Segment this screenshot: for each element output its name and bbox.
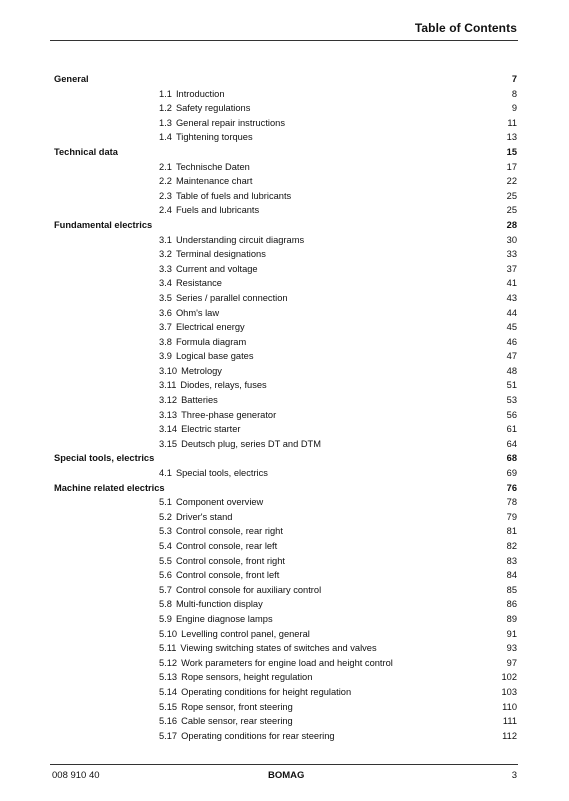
page-number: 102 [501,672,517,683]
section-number: 3.9 [159,351,172,362]
page-number: 76 [506,482,517,493]
page-number: 28 [506,219,517,230]
page-number: 81 [506,526,517,537]
section-title [159,101,250,116]
section-title [159,539,277,554]
page-title: Table of Contents [414,21,517,35]
section-label: Series / parallel connection [175,292,288,303]
toc-chapter-row[interactable] [54,218,517,233]
table-of-contents [54,72,517,743]
page-number: 37 [506,263,517,274]
section-label: Metrology [181,365,222,376]
section-label: Maintenance chart [175,176,253,187]
section-number: 3.13 [159,409,178,420]
page-number: 17 [506,161,517,172]
section-number: 2.3 [159,190,172,201]
page-number: 111 [502,716,517,727]
page-number: 103 [501,686,517,697]
page-number: 25 [506,205,517,216]
page-number: 45 [506,322,517,333]
toc-section-row[interactable] [54,87,517,102]
section-title [159,700,293,715]
toc-section-row[interactable] [54,203,517,218]
section-number: 5.5 [159,555,172,566]
page-number: 112 [502,730,517,741]
section-title [159,670,312,685]
section-label: Control console, rear right [175,526,283,537]
section-number: 3.3 [159,263,172,274]
section-label: Operating conditions for rear steering [181,730,335,741]
section-label: Introduction [175,88,225,99]
toc-section-row[interactable] [54,510,517,525]
section-number: 2.4 [159,205,172,216]
section-label: Component overview [175,497,264,508]
section-label: Cable sensor, rear steering [181,716,293,727]
toc-section-row[interactable] [54,276,517,291]
section-number: 5.16 [159,716,178,727]
section-label: Current and voltage [175,263,258,274]
toc-section-row[interactable] [54,247,517,262]
section-number: 5.8 [159,599,172,610]
section-label: Rope sensors, height regulation [181,672,313,683]
toc-section-row[interactable] [54,262,517,277]
section-label: Technische Daten [175,161,250,172]
section-number: 5.7 [159,584,172,595]
page-number: 11 [507,117,517,128]
section-title [159,174,252,189]
section-label: Control console, front left [175,570,280,581]
page-number: 86 [506,599,517,610]
page-number: 97 [506,657,517,668]
section-number: 1.2 [159,103,172,114]
toc-section-row[interactable] [54,189,517,204]
section-title [159,203,259,218]
page-number: 93 [506,643,517,654]
section-title [159,729,335,744]
section-label: Control console, front right [175,555,285,566]
section-title [159,524,283,539]
section-title [159,422,241,437]
toc-section-row[interactable] [54,685,517,700]
section-number: 3.15 [159,438,178,449]
section-title [159,583,321,598]
section-title [159,656,393,671]
toc-section-row[interactable] [54,597,517,612]
section-number: 3.12 [159,395,178,406]
section-title [159,291,288,306]
section-number: 3.10 [159,365,178,376]
section-number: 3.14 [159,424,178,435]
section-number: 5.13 [159,672,178,683]
section-label: Control console, rear left [175,541,278,551]
page-number: 41 [506,278,517,289]
section-title [159,320,245,335]
toc-section-row[interactable] [54,495,517,510]
page-number: 51 [506,380,517,391]
toc-section-row[interactable] [54,233,517,248]
chapter-title: Technical data [54,146,118,157]
toc-section-row[interactable] [54,130,517,145]
section-title [159,437,321,452]
section-title [159,335,246,350]
toc-section-row[interactable] [54,627,517,642]
toc-section-row[interactable] [54,670,517,685]
page-number: 91 [506,628,517,639]
section-label: Safety regulations [175,103,251,114]
toc-section-row[interactable] [54,160,517,175]
section-number: 5.2 [159,511,172,522]
section-label: Three-phase generator [181,409,277,420]
section-label: Table of fuels and lubricants [175,190,292,201]
page-number: 83 [506,555,517,566]
section-title [159,306,219,321]
section-title [159,364,222,379]
section-label: Diodes, relays, fuses [180,380,267,391]
page-number: 25 [506,190,517,201]
page-number: 22 [506,176,517,187]
section-title [159,641,377,656]
section-title [159,189,291,204]
section-title [159,378,267,393]
chapter-title: General [54,74,89,84]
toc-section-row[interactable] [54,101,517,116]
section-title [159,685,351,700]
chapter-title: Machine related electrics [54,482,165,493]
section-label: Batteries [181,395,218,406]
section-title [159,714,293,729]
toc-section-row[interactable] [54,116,517,131]
section-label: Driver's stand [175,511,233,522]
section-label: Multi-function display [175,599,263,610]
section-label: Resistance [175,278,222,289]
section-label: Deutsch plug, series DT and DTM [181,438,321,449]
section-title [159,349,253,364]
section-title [159,554,285,569]
toc-section-row[interactable] [54,174,517,189]
footer-divider [50,764,518,765]
page-number: 44 [506,307,517,318]
section-label: Control console for auxiliary control [175,584,322,595]
toc-section-row[interactable] [54,700,517,715]
toc-chapter-row[interactable] [54,481,517,496]
section-title [159,627,310,642]
section-number: 3.1 [159,234,172,245]
section-label: Viewing switching states of switches and valves [180,643,377,654]
section-label: Fuels and lubricants [175,205,260,216]
toc-section-row[interactable] [54,437,517,452]
section-number: 5.15 [159,701,178,712]
page-number: 13 [506,132,517,143]
toc-section-row[interactable] [54,612,517,627]
section-number: 5.9 [159,613,172,624]
toc-section-row[interactable] [54,364,517,379]
section-number: 2.1 [159,161,172,172]
section-number: 3.5 [159,292,172,303]
page-number: 61 [506,424,517,435]
toc-chapter-row[interactable] [54,145,517,160]
section-label: Formula diagram [175,336,247,347]
toc-section-row[interactable] [54,714,517,729]
section-number: 3.11 [159,380,177,391]
section-number: 5.17 [159,730,178,741]
toc-section-row[interactable] [54,729,517,744]
page-number: 53 [506,395,517,406]
page-number: 84 [506,570,517,581]
page-number: 33 [506,249,517,260]
section-title [159,262,258,277]
toc-section-row[interactable] [54,641,517,656]
section-number: 5.12 [159,657,178,668]
section-title [159,247,266,262]
section-number: 1.1 [159,88,172,99]
section-number: 5.3 [159,526,172,537]
toc-section-row[interactable] [54,393,517,408]
section-label: Terminal designations [175,249,266,260]
page-number: 46 [506,336,517,347]
section-number: 5.14 [159,686,178,697]
page-number: 9 [511,103,517,114]
section-title [159,233,304,248]
section-title [159,87,225,102]
section-title [159,116,285,131]
section-number: 5.4 [159,541,172,551]
section-title [159,466,268,481]
toc-chapter-row[interactable] [54,72,517,87]
page-number: 8 [511,88,517,99]
toc-section-row[interactable] [54,408,517,423]
toc-section-row[interactable] [54,466,517,481]
section-title [159,130,253,145]
section-label: Rope sensor, front steering [181,701,293,712]
section-title [159,276,222,291]
section-number: 5.11 [159,643,177,654]
toc-section-row[interactable] [54,378,517,393]
toc-section-row[interactable] [54,349,517,364]
section-number: 4.1 [159,468,172,479]
section-label: Ohm's law [175,307,220,318]
section-number: 1.4 [159,132,172,143]
section-number: 3.2 [159,249,172,260]
page-number: 110 [502,701,517,712]
section-label: Electric starter [181,424,241,435]
toc-section-row[interactable] [54,291,517,306]
page-number: 30 [506,234,517,245]
toc-section-row[interactable] [54,320,517,335]
section-label: Understanding circuit diagrams [175,234,305,245]
section-title [159,568,279,583]
page-number: 48 [506,365,517,376]
section-label: Electrical energy [175,322,245,333]
section-number: 3.8 [159,336,172,347]
toc-section-row[interactable] [54,306,517,321]
section-label: Logical base gates [175,351,254,362]
section-label: General repair instructions [175,117,285,128]
section-title [159,495,263,510]
header-divider [50,40,518,41]
footer-page-number: 3 [511,770,517,781]
toc-section-row[interactable] [54,568,517,583]
section-label: Levelling control panel, general [181,628,310,639]
page-number: 79 [506,511,517,522]
page-number: 7 [511,74,517,84]
section-title [159,510,232,525]
section-number: 3.7 [159,322,172,333]
section-number: 3.6 [159,307,172,318]
section-number: 5.1 [159,497,172,508]
section-title [159,612,273,627]
toc-section-row[interactable] [54,422,517,437]
toc-section-row[interactable] [54,554,517,569]
section-number: 2.2 [159,176,172,187]
section-title [159,597,263,612]
page-number: 82 [506,541,517,551]
page-number: 56 [506,409,517,420]
section-label: Engine diagnose lamps [175,613,273,624]
toc-section-row[interactable] [54,656,517,671]
section-title [159,393,218,408]
page-number: 68 [506,453,517,464]
section-number: 1.3 [159,117,172,128]
page-number: 89 [506,613,517,624]
page-number: 47 [506,351,517,362]
footer-doc-number: 008 910 40 [52,770,100,781]
page-number: 78 [506,497,517,508]
section-title [159,408,276,423]
section-label: Special tools, electrics [175,468,268,479]
toc-section-row[interactable] [54,335,517,350]
page-number: 85 [506,584,517,595]
toc-section-row[interactable] [54,524,517,539]
section-label: Operating conditions for height regulation [181,686,352,697]
chapter-title: Fundamental electrics [54,219,153,230]
section-number: 5.6 [159,570,172,581]
section-label: Work parameters for engine load and height control [181,657,393,668]
toc-chapter-row[interactable] [54,451,517,466]
toc-section-row[interactable] [54,583,517,598]
chapter-title: Special tools, electrics [54,453,155,464]
page-number: 69 [506,468,517,479]
page-number: 15 [506,146,517,157]
footer-brand: BOMAG [268,770,305,781]
page-number: 43 [506,292,517,303]
toc-section-row[interactable] [54,539,517,554]
page-number: 64 [506,438,517,449]
section-number: 5.10 [159,628,178,639]
section-title [159,160,250,175]
section-number: 3.4 [159,278,172,289]
section-label: Tightening torques [175,132,253,143]
